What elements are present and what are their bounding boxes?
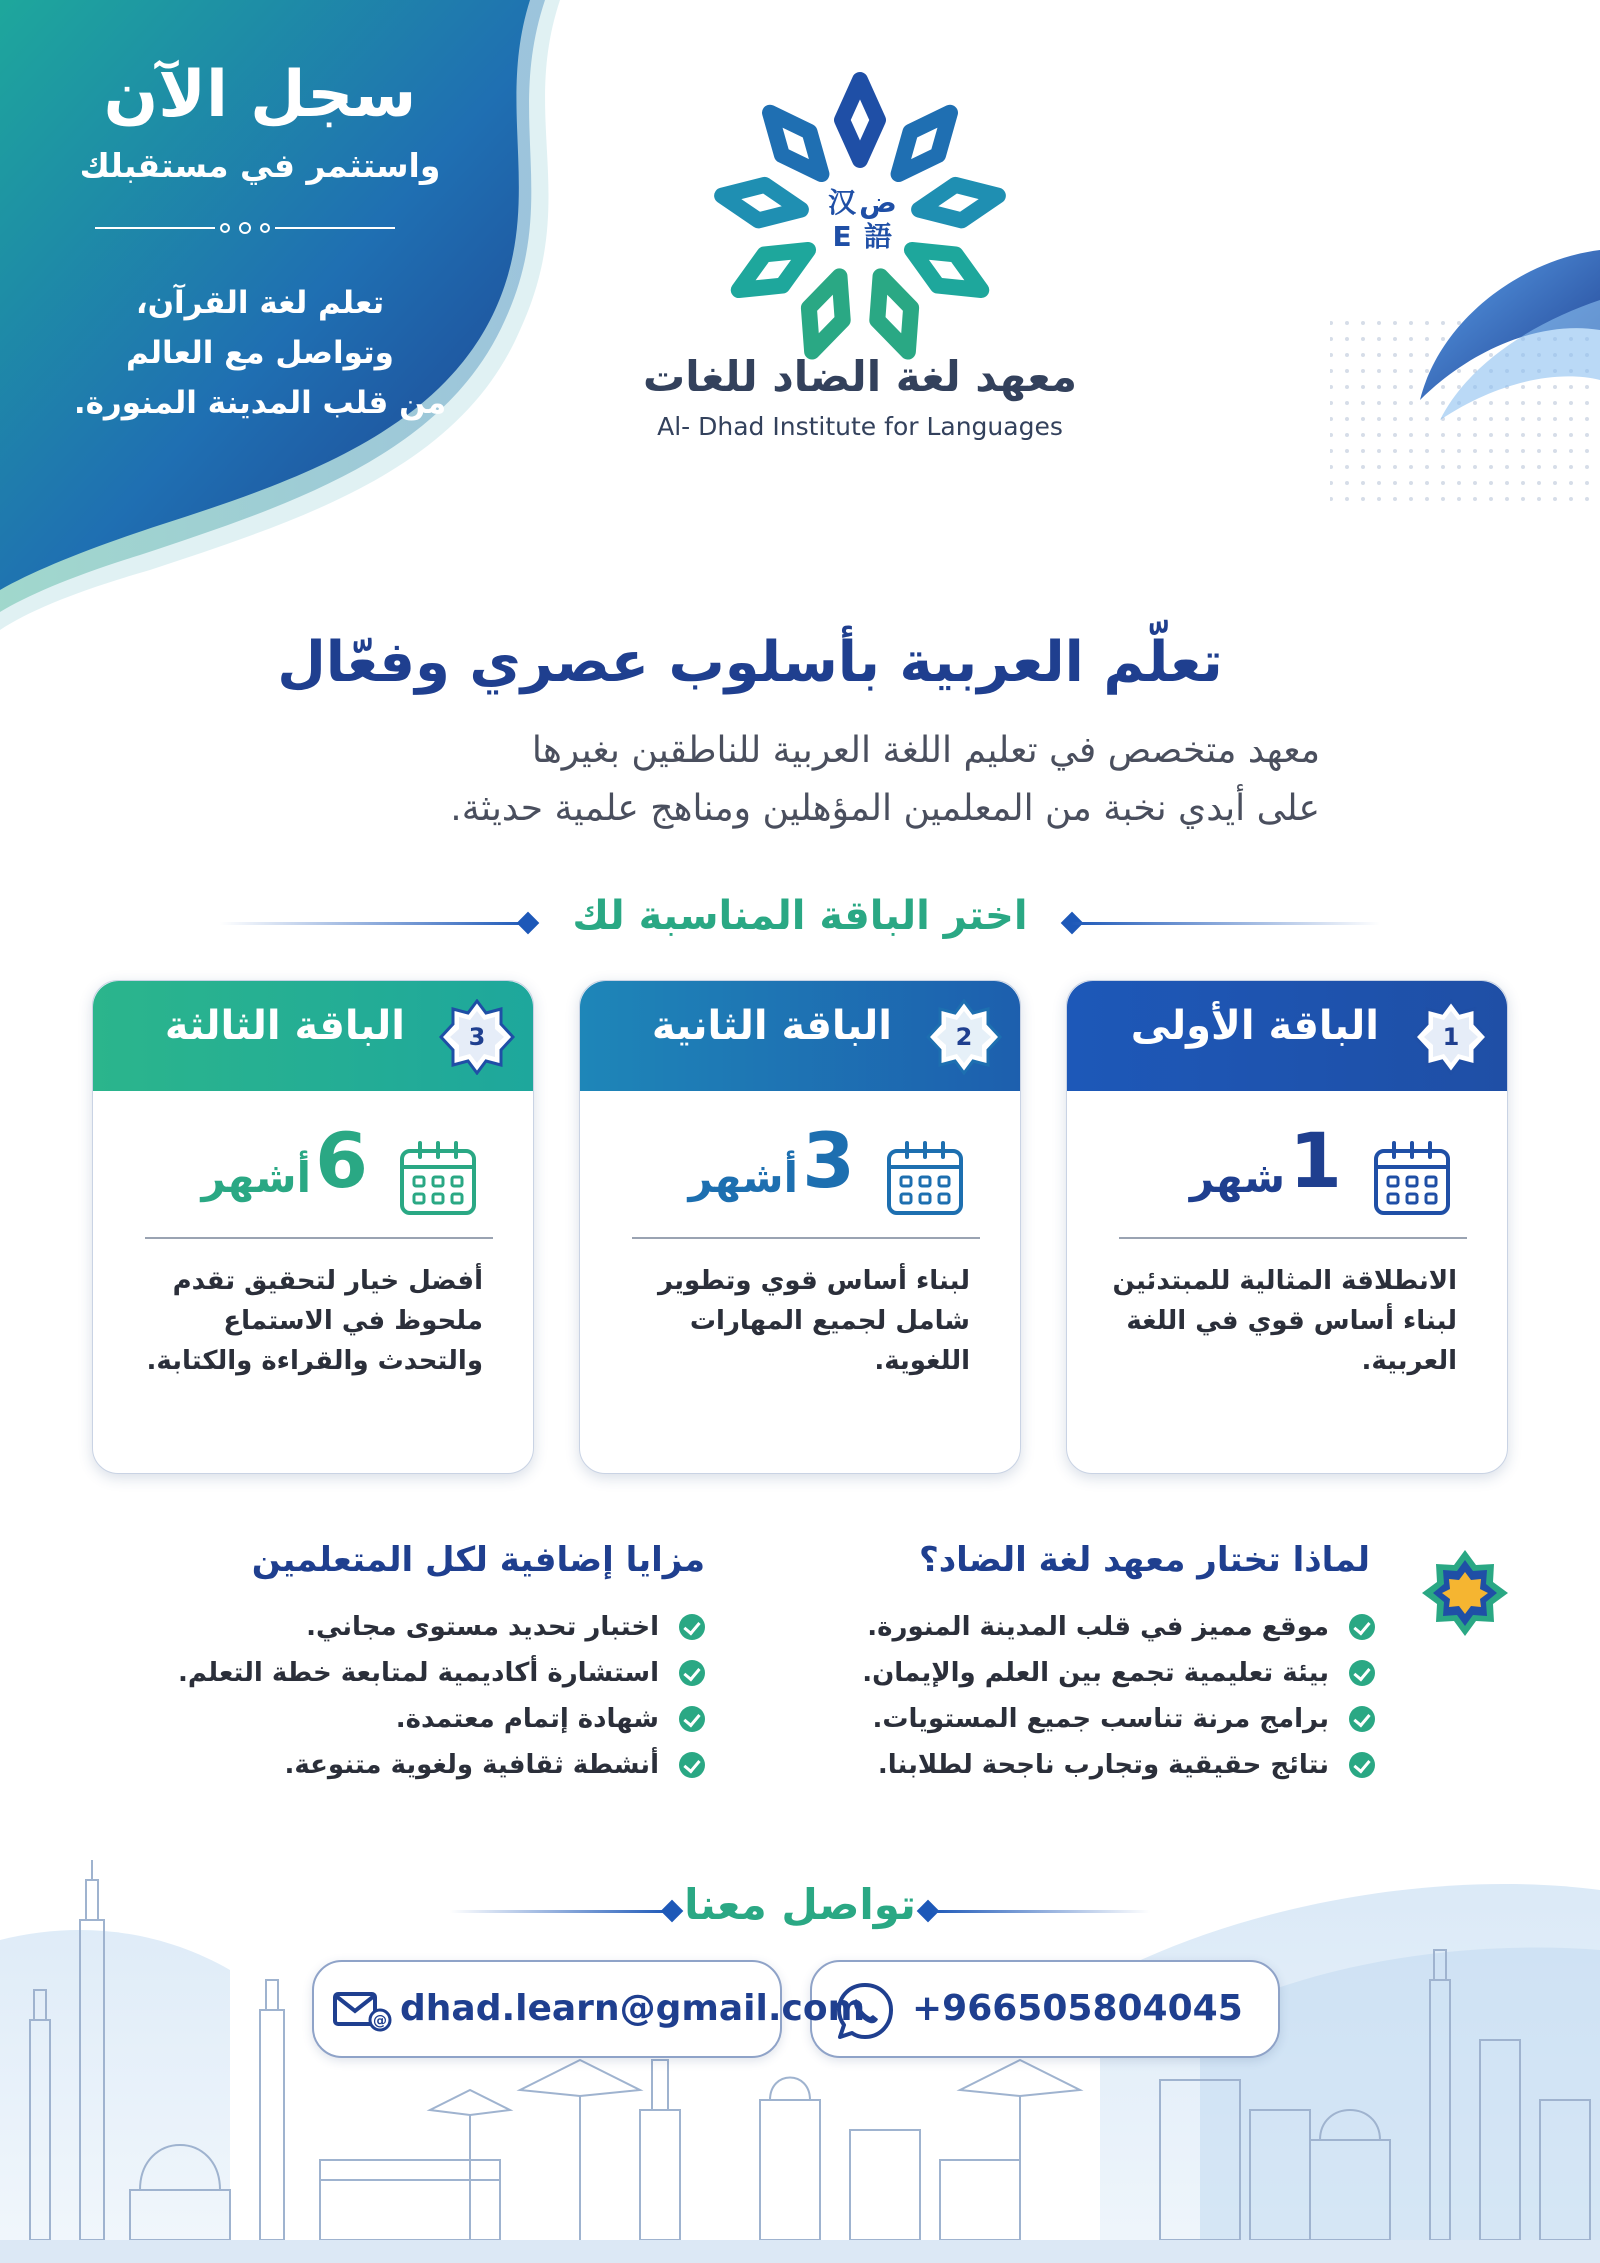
email-address: dhad.learn@gmail.com xyxy=(400,1988,866,2029)
intro-line: معهد متخصص في تعليم اللغة العربية للناطقين بغيرها xyxy=(531,730,1320,771)
packages-title: اختر الباقة المناسبة لك xyxy=(572,893,1028,939)
email-icon xyxy=(332,1980,394,2042)
package-duration: 3 xyxy=(802,1116,855,1205)
package-duration-unit: أشهر xyxy=(688,1153,798,1202)
calendar-icon xyxy=(398,1139,478,1219)
phone-number: +966505804045 xyxy=(912,1988,1243,2029)
institute-name-english: Al- Dhad Institute for Languages xyxy=(657,412,1063,441)
package-card-1[interactable] xyxy=(1066,980,1508,1474)
list-item-text: موقع مميز في قلب المدينة المنورة. xyxy=(867,1612,1329,1642)
logo-glyph: E xyxy=(832,220,852,253)
list-item xyxy=(862,1696,1375,1742)
package-number: 1 xyxy=(1442,1023,1460,1051)
divider-line xyxy=(220,922,530,925)
logo-glyph: 汉 xyxy=(827,186,857,219)
list-item-text: أنشطة ثقافية ولغوية متنوعة. xyxy=(284,1750,659,1780)
institute-name-arabic: معهد لغة الضاد للغات xyxy=(643,352,1077,401)
list-item xyxy=(862,1650,1375,1696)
svg-text:@: @ xyxy=(373,2013,387,2029)
package-description: الانطلاقة المثالية للمبتدئين لبناء أساس قوي في اللغة العربية. xyxy=(1112,1266,1457,1376)
intro-line: على أيدي نخبة من المعلمين المؤهلين ومناهج علمية حديثة. xyxy=(450,788,1320,829)
tagline-line: من قلب المدينة المنورة. xyxy=(73,385,447,421)
list-item xyxy=(862,1742,1375,1788)
banner-tagline xyxy=(40,278,480,428)
why-choose-title: لماذا تختار معهد لغة الضاد؟ xyxy=(918,1540,1370,1580)
package-description: أفضل خيار لتحقيق تقدم ملحوظ في الاستماع والتحدث والقراءة والكتابة. xyxy=(146,1266,483,1376)
list-item-text: شهادة إتمام معتمدة. xyxy=(395,1704,659,1734)
list-item-text: بيئة تعليمية تجمع بين العلم والإيمان. xyxy=(862,1658,1329,1688)
banner-title: سجل الآن xyxy=(103,58,417,132)
list-item xyxy=(178,1696,705,1742)
package-duration-unit: شهر xyxy=(1189,1153,1285,1202)
extras-title: مزايا إضافية لكل المتعلمين xyxy=(251,1540,705,1580)
package-title: الباقة الثانية xyxy=(651,1003,892,1049)
banner-subtitle: واستثمر في مستقبلك xyxy=(79,146,441,185)
divider-line xyxy=(930,1910,1150,1913)
register-banner xyxy=(0,0,560,560)
check-icon xyxy=(1349,1660,1375,1686)
star-ornament-icon xyxy=(1420,1548,1510,1638)
package-description: لبناء أساس قوي وتطوير شامل لجميع المهارات اللغوية. xyxy=(658,1266,970,1376)
list-item xyxy=(178,1650,705,1696)
card-divider xyxy=(632,1237,980,1239)
intro-text xyxy=(260,722,1320,838)
contact-section-title xyxy=(560,1880,1040,1940)
logo-glyph: 語 xyxy=(863,220,893,253)
package-number: 3 xyxy=(468,1023,486,1051)
list-item-text: نتائج حقيقية وتجارب ناجحة لطلابنا. xyxy=(877,1750,1329,1780)
list-item xyxy=(862,1604,1375,1650)
package-number: 2 xyxy=(955,1023,973,1051)
package-title: الباقة الأولى xyxy=(1130,1003,1379,1049)
list-item-text: اختبار تحديد مستوى مجاني. xyxy=(306,1612,659,1642)
check-icon xyxy=(679,1706,705,1732)
list-item-text: استشارة أكاديمية لمتابعة خطة التعلم. xyxy=(178,1658,659,1688)
extras-list xyxy=(178,1604,705,1788)
divider-line xyxy=(450,1910,670,1913)
tagline-line: تعلم لغة القرآن، xyxy=(135,285,385,321)
email-contact-button[interactable] xyxy=(312,1960,866,2058)
check-icon xyxy=(1349,1706,1375,1732)
packages-section-title xyxy=(200,893,1400,953)
card-divider xyxy=(1119,1237,1467,1239)
phone-contact-button[interactable] xyxy=(810,1960,1280,2058)
calendar-icon xyxy=(885,1139,965,1219)
institute-logo xyxy=(700,60,1020,380)
why-choose-list xyxy=(862,1604,1375,1788)
calendar-icon xyxy=(1372,1139,1452,1219)
card-divider xyxy=(145,1237,493,1239)
package-card-3[interactable] xyxy=(92,980,534,1474)
check-icon xyxy=(1349,1752,1375,1778)
list-item xyxy=(178,1742,705,1788)
tagline-line: وتواصل مع العالم xyxy=(126,335,394,371)
package-duration-unit: أشهر xyxy=(201,1153,311,1202)
list-item-text: برامج مرنة تناسب جميع المستويات. xyxy=(872,1704,1329,1734)
contact-title: تواصل معنا xyxy=(684,1880,916,1929)
check-icon xyxy=(679,1752,705,1778)
package-duration: 1 xyxy=(1289,1116,1342,1205)
check-icon xyxy=(1349,1614,1375,1640)
main-headline: تعلّم العربية بأسلوب عصري وفعّال xyxy=(277,630,1223,695)
package-card-2[interactable] xyxy=(579,980,1021,1474)
logo-glyph: ض xyxy=(859,186,897,219)
banner-divider xyxy=(95,218,395,238)
list-item xyxy=(178,1604,705,1650)
package-title: الباقة الثالثة xyxy=(164,1003,405,1049)
divider-line xyxy=(1070,922,1380,925)
check-icon xyxy=(679,1614,705,1640)
check-icon xyxy=(679,1660,705,1686)
package-duration: 6 xyxy=(315,1116,368,1205)
